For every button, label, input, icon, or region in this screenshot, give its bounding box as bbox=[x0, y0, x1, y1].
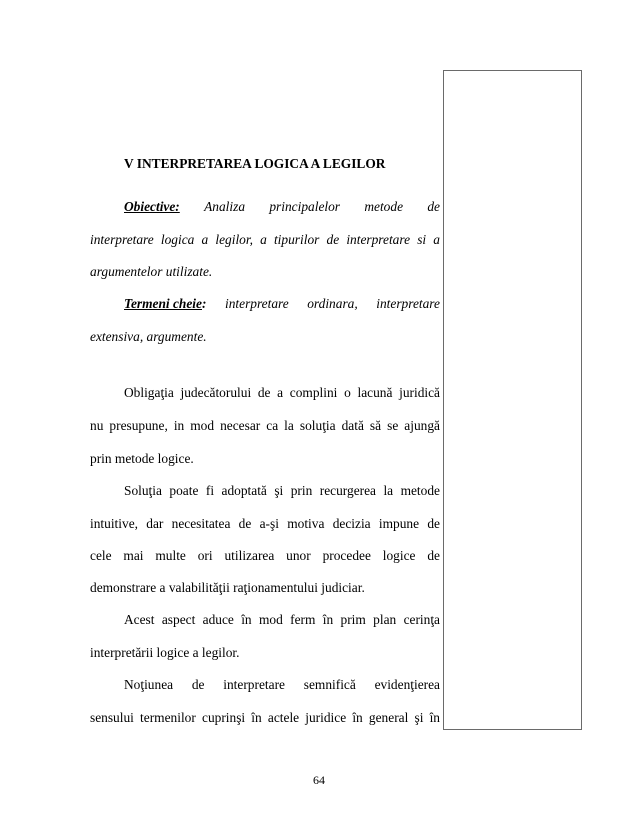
section-heading: V INTERPRETAREA LOGICA A LEGILOR bbox=[124, 156, 386, 171]
paragraph-3-line-1: Acest aspect aduce în mod ferm în prim plan cerinţa bbox=[124, 612, 440, 627]
objective-line-3: argumentelor utilizate. bbox=[90, 264, 213, 279]
key-terms-label: Termeni cheie bbox=[124, 296, 202, 311]
paragraph-1-line-2: nu presupune, in mod necesar ca la soluţia dată să se ajungă bbox=[90, 418, 440, 433]
page-number: 64 bbox=[313, 773, 325, 787]
paragraph-1-line-1: Obligaţia judecătorului de a complini o lacună juridică bbox=[124, 385, 440, 400]
objective-label: Obiective: bbox=[124, 199, 180, 214]
key-terms-label-group bbox=[124, 296, 206, 312]
objective-word: de bbox=[427, 199, 440, 214]
key-terms-line-2: extensiva, argumente. bbox=[90, 329, 207, 344]
key-terms-colon: : bbox=[201, 296, 207, 311]
key-terms-word: ordinara, bbox=[307, 296, 358, 311]
paragraph-4-line-2: sensului termenilor cuprinşi în actele juridice în general şi în bbox=[90, 710, 440, 725]
paragraph-4-line-1: Noţiunea de interpretare semnifică evidenţierea bbox=[124, 677, 440, 692]
key-terms-word: interpretare bbox=[224, 296, 289, 311]
paragraph-1-line-3: prin metode logice. bbox=[90, 451, 194, 466]
objective-word: Analiza bbox=[204, 199, 246, 214]
key-terms-line-1 bbox=[124, 296, 440, 312]
paragraph-2-line-1: Soluţia poate fi adoptată şi prin recurgerea la metode bbox=[124, 483, 440, 498]
margin-notes-box bbox=[443, 70, 582, 730]
paragraph-2-line-2: intuitive, dar necesitatea de a-şi motiva decizia impune de bbox=[90, 516, 440, 531]
objective-line-2: interpretare logica a legilor, a tipurilor de interpretare si a bbox=[90, 232, 440, 247]
paragraph-2-line-4: demonstrare a valabilităţii raţionamentului judiciar. bbox=[90, 580, 365, 595]
objective-word: metode bbox=[364, 199, 404, 214]
objective-line-1 bbox=[124, 199, 440, 215]
key-terms-word: interpretare bbox=[376, 296, 440, 311]
paragraph-3-line-2: interpretării logice a legilor. bbox=[90, 645, 240, 660]
objective-word: principalelor bbox=[269, 199, 341, 214]
paragraph-2-line-3: cele mai multe ori utilizarea unor procedee logice de bbox=[90, 548, 440, 563]
